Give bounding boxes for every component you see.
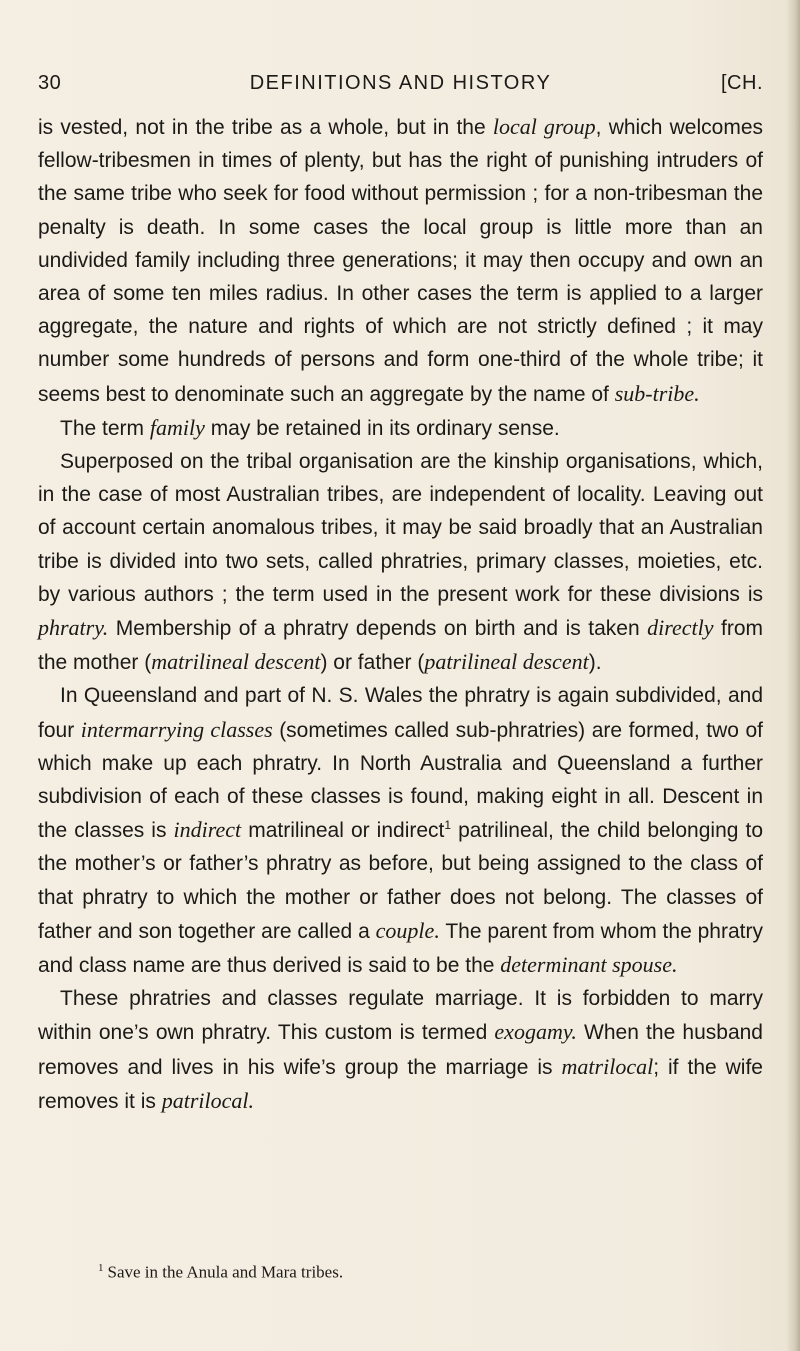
body-text xyxy=(38,110,763,1118)
footnote-reference: 1 xyxy=(444,818,452,833)
page-edge-shadow xyxy=(786,0,800,1351)
text-run: from the mother ( xyxy=(38,617,763,675)
italic-term: indirect xyxy=(173,817,242,843)
text-run: may be retained in its ordinary sense. xyxy=(204,416,560,440)
footnote-text: Save in the Anula and Mara tribes. xyxy=(107,1262,344,1282)
text-run: ) or father ( xyxy=(320,651,425,675)
paragraph xyxy=(38,679,763,982)
paragraph xyxy=(38,445,763,679)
page-number: 30 xyxy=(38,72,62,94)
footnote xyxy=(98,1257,778,1284)
running-header xyxy=(38,72,763,104)
italic-term: couple. xyxy=(375,917,440,943)
paragraph xyxy=(38,411,763,445)
running-title: DEFINITIONS AND HISTORY xyxy=(249,72,552,94)
italic-term: exogamy. xyxy=(494,1019,577,1045)
text-run: is vested, not in the tribe as a whole, but in the xyxy=(38,116,493,139)
text-run: (sometimes called sub-phratries) are formed, two of which make up each phratry. In North Australia and Queensland a further subdivision of each of these classes is found, making eight in all. Descent in the classes is xyxy=(38,718,763,843)
text-run: These phratries and classes regulate marriage. It is forbidden to marry within one’s own phratry. This custom is termed xyxy=(38,987,763,1045)
paragraph xyxy=(38,982,763,1118)
text-run: The parent from whom the phratry and class name are thus derived is said to be the xyxy=(38,919,763,978)
text-run: Superposed on the tribal organisation are the kinship organisations, which, in the case of most Australian tribes, are independent of locality. Leaving out of account certain anomalous tribes, it may be said broadly that an Australian tribe is divided into two sets, called phratries, primary classes, moieties, etc. by various authors ; the term used in the present work for these divisions is xyxy=(38,450,763,606)
italic-term: matrilocal xyxy=(561,1053,654,1079)
footnote-marker: 1 xyxy=(98,1262,104,1274)
italic-term: local group xyxy=(492,114,596,139)
italic-term: patrilocal. xyxy=(161,1087,254,1113)
italic-term: directly xyxy=(647,615,714,641)
text-run: , which welcomes fellow-tribesmen in times of plenty, but has the right of punishing intruders of the same tribe who seek for food without permission ; for a non-tribesman the penalty is death. In some cases the local group is little more than an undivided family including three generations; it may then occupy and own an area of some ten miles radius. In other cases the term is applied to a larger aggregate, the nature and rights of which are not strictly defined ; it may number some hundreds of persons and form one-third of the whole tribe; it seems best to denominate such an aggregate by the name of xyxy=(38,116,764,406)
chapter-marker: [CH. xyxy=(721,72,763,94)
italic-term: matrilineal descent xyxy=(151,649,321,675)
text-run: ; if the wife removes it is xyxy=(38,1055,763,1113)
italic-term: patrilineal descent xyxy=(424,649,589,675)
text-run: In Queensland and part of N. S. Wales the phratry is again subdivided, and four xyxy=(38,684,763,742)
text-run: ). xyxy=(588,651,602,675)
paragraph xyxy=(38,110,763,411)
italic-term: sub-tribe. xyxy=(614,380,700,406)
text-run: When the husband removes and lives in his wife’s group the marriage is xyxy=(38,1021,763,1079)
italic-term: family xyxy=(149,414,205,440)
text-run: patrilineal, the child belonging to the mother’s or father’s phratry as before, but being assigned to the class of that phratry to which the mother or father does not belong. The classes of father and son together are called a xyxy=(38,819,764,943)
italic-term: phratry. xyxy=(38,615,109,641)
text-run: The term xyxy=(60,416,150,440)
text-run: matrilineal or indirect xyxy=(241,819,445,843)
italic-term: determinant spouse. xyxy=(500,952,678,978)
italic-term: intermarrying classes xyxy=(80,716,273,742)
text-run: Membership of a phratry depends on birth and is taken xyxy=(108,617,648,641)
